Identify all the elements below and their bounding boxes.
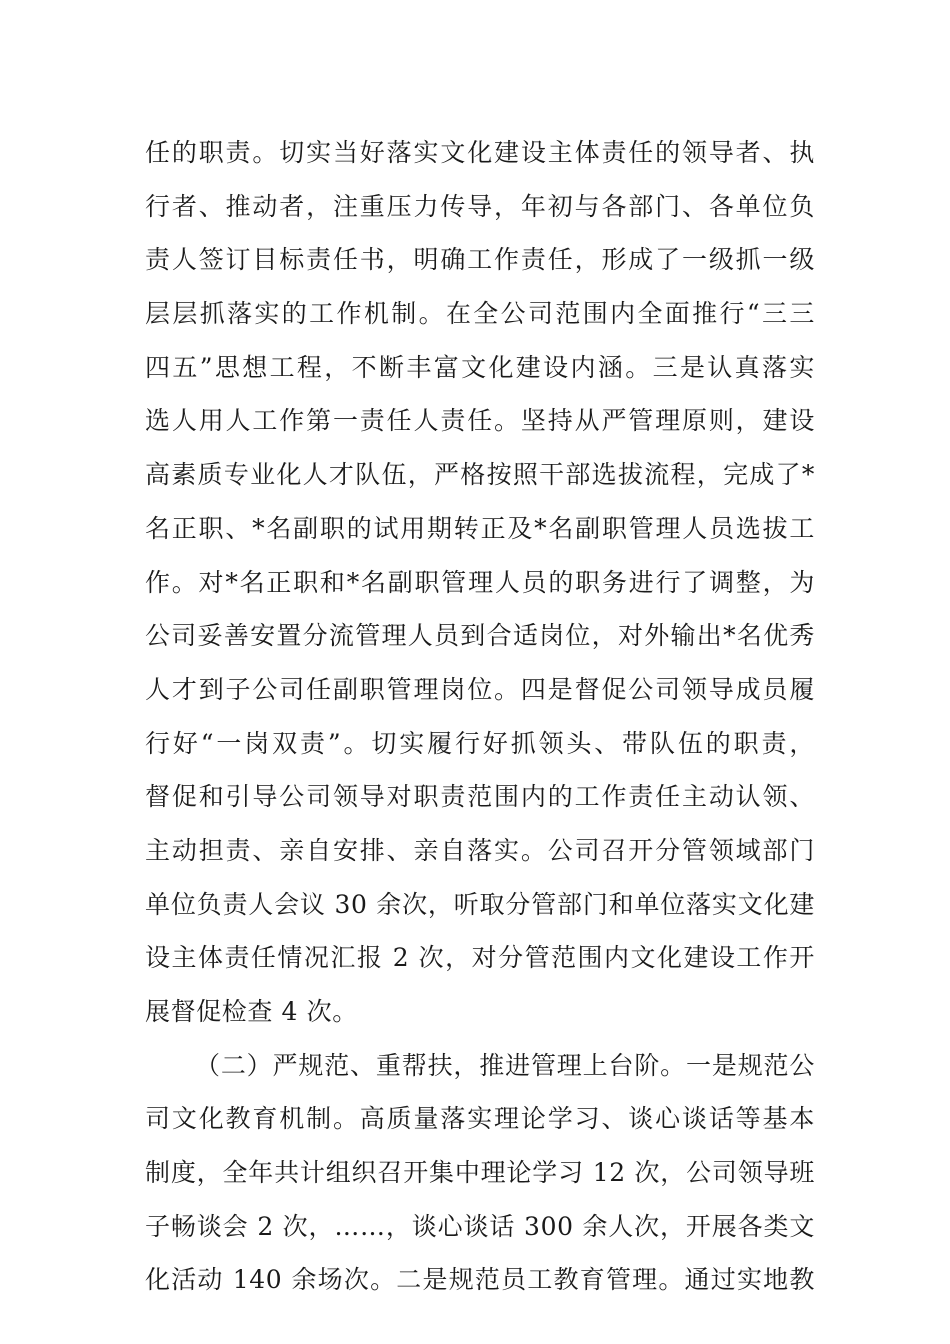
- text-line: 作。对*名正职和*名副职管理人员的职务进行了调整，为: [145, 567, 815, 597]
- text-line: 化活动 140 余场次。二是规范员工教育管理。通过实地教: [145, 1265, 815, 1295]
- text-line: 行者、推动者，注重压力传导，年初与各部门、各单位负: [145, 191, 815, 221]
- text-line: 人才到子公司任副职管理岗位。四是督促公司领导成员履: [145, 674, 815, 704]
- text-line: 选人用人工作第一责任人责任。坚持从严管理原则，建设: [145, 406, 815, 436]
- text-line: 公司妥善安置分流管理人员到合适岗位，对外输出*名优秀: [145, 621, 815, 651]
- section-heading-line: （二）严规范、重帮扶，推进管理上台阶。一是规范公: [195, 1050, 815, 1080]
- text-line: 主动担责、亲自安排、亲自落实。公司召开分管领域部门: [145, 835, 815, 865]
- text-line: 司文化教育机制。高质量落实理论学习、谈心谈话等基本: [145, 1104, 815, 1134]
- text-line: 单位负责人会议 30 余次，听取分管部门和单位落实文化建: [145, 889, 815, 919]
- text-line: 四五”思想工程，不断丰富文化建设内涵。三是认真落实: [145, 352, 815, 382]
- text-line: 督促和引导公司领导对职责范围内的工作责任主动认领、: [145, 782, 815, 812]
- text-line: 高素质专业化人才队伍，严格按照干部选拔流程，完成了*: [145, 460, 815, 490]
- text-line: 行好“一岗双责”。切实履行好抓领头、带队伍的职责，: [145, 728, 815, 758]
- text-line: 制度，全年共计组织召开集中理论学习 12 次，公司领导班: [145, 1158, 815, 1188]
- text-line: 名正职、*名副职的试用期转正及*名副职管理人员选拔工: [145, 513, 815, 543]
- text-line: 责人签订目标责任书，明确工作责任，形成了一级抓一级: [145, 245, 815, 275]
- text-line: 子畅谈会 2 次，……，谈心谈话 300 余人次，开展各类文: [145, 1211, 815, 1241]
- text-line: 层层抓落实的工作机制。在全公司范围内全面推行“三三: [145, 299, 815, 329]
- text-line: 任的职责。切实当好落实文化建设主体责任的领导者、执: [145, 138, 815, 167]
- text-line: 设主体责任情况汇报 2 次，对分管范围内文化建设工作开: [145, 943, 815, 973]
- text-line-paragraph-end: 展督促检查 4 次。: [145, 997, 358, 1026]
- body-text: [145, 126, 815, 1307]
